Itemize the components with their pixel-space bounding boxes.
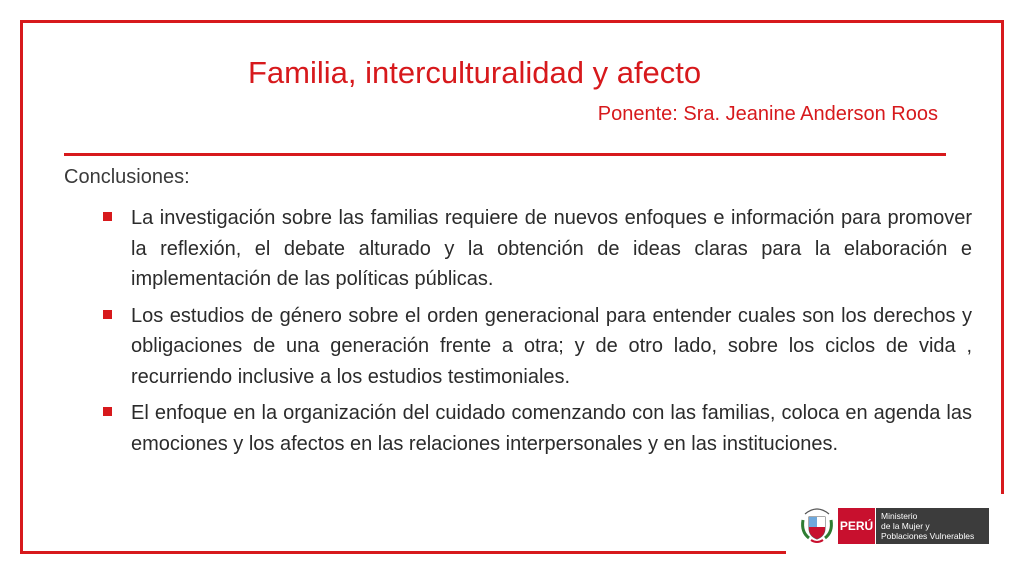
list-item [98, 301, 972, 393]
section-label: Conclusiones: [64, 166, 190, 188]
country-label: PERÚ [838, 508, 876, 544]
list-item [98, 203, 972, 295]
frame-left-border [20, 20, 23, 554]
bullet-text: Los estudios de género sobre el orden generacional para entender cuales son los derechos y obligaciones de una generación frente a otra; y de otro lado, sobre los ciclos de vida , recurriendo inclusive a los estudios testimoniales. [131, 304, 972, 388]
square-bullet-icon [103, 407, 112, 416]
ministry-line: de la Mujer y [881, 521, 930, 531]
title-divider [64, 153, 946, 156]
ministry-line: Poblaciones Vulnerables [881, 531, 975, 541]
frame-bottom-border [20, 551, 786, 554]
ministry-logo [799, 506, 989, 546]
square-bullet-icon [103, 212, 112, 221]
frame-top-border [20, 20, 1004, 23]
bullet-text: El enfoque en la organización del cuidado comenzando con las familias, coloca en agenda las emociones y los afectos en las relaciones interpersonales y en las instituciones. [131, 402, 972, 455]
slide-subtitle: Ponente: Sra. Jeanine Anderson Roos [597, 103, 938, 125]
ministry-line: Ministerio [881, 511, 918, 521]
ministry-name [876, 508, 989, 544]
conclusions-list [98, 203, 972, 465]
coat-of-arms-icon [799, 506, 835, 546]
square-bullet-icon [103, 310, 112, 319]
bullet-text: La investigación sobre las familias requiere de nuevos enfoques e información para promover la reflexión, el debate alturado y la obtención de ideas claras para la elaboración e implementación de las políticas públicas. [131, 207, 972, 290]
slide-title: Familia, interculturalidad y afecto [248, 55, 702, 90]
list-item [98, 398, 972, 459]
frame-right-border [1001, 20, 1004, 494]
